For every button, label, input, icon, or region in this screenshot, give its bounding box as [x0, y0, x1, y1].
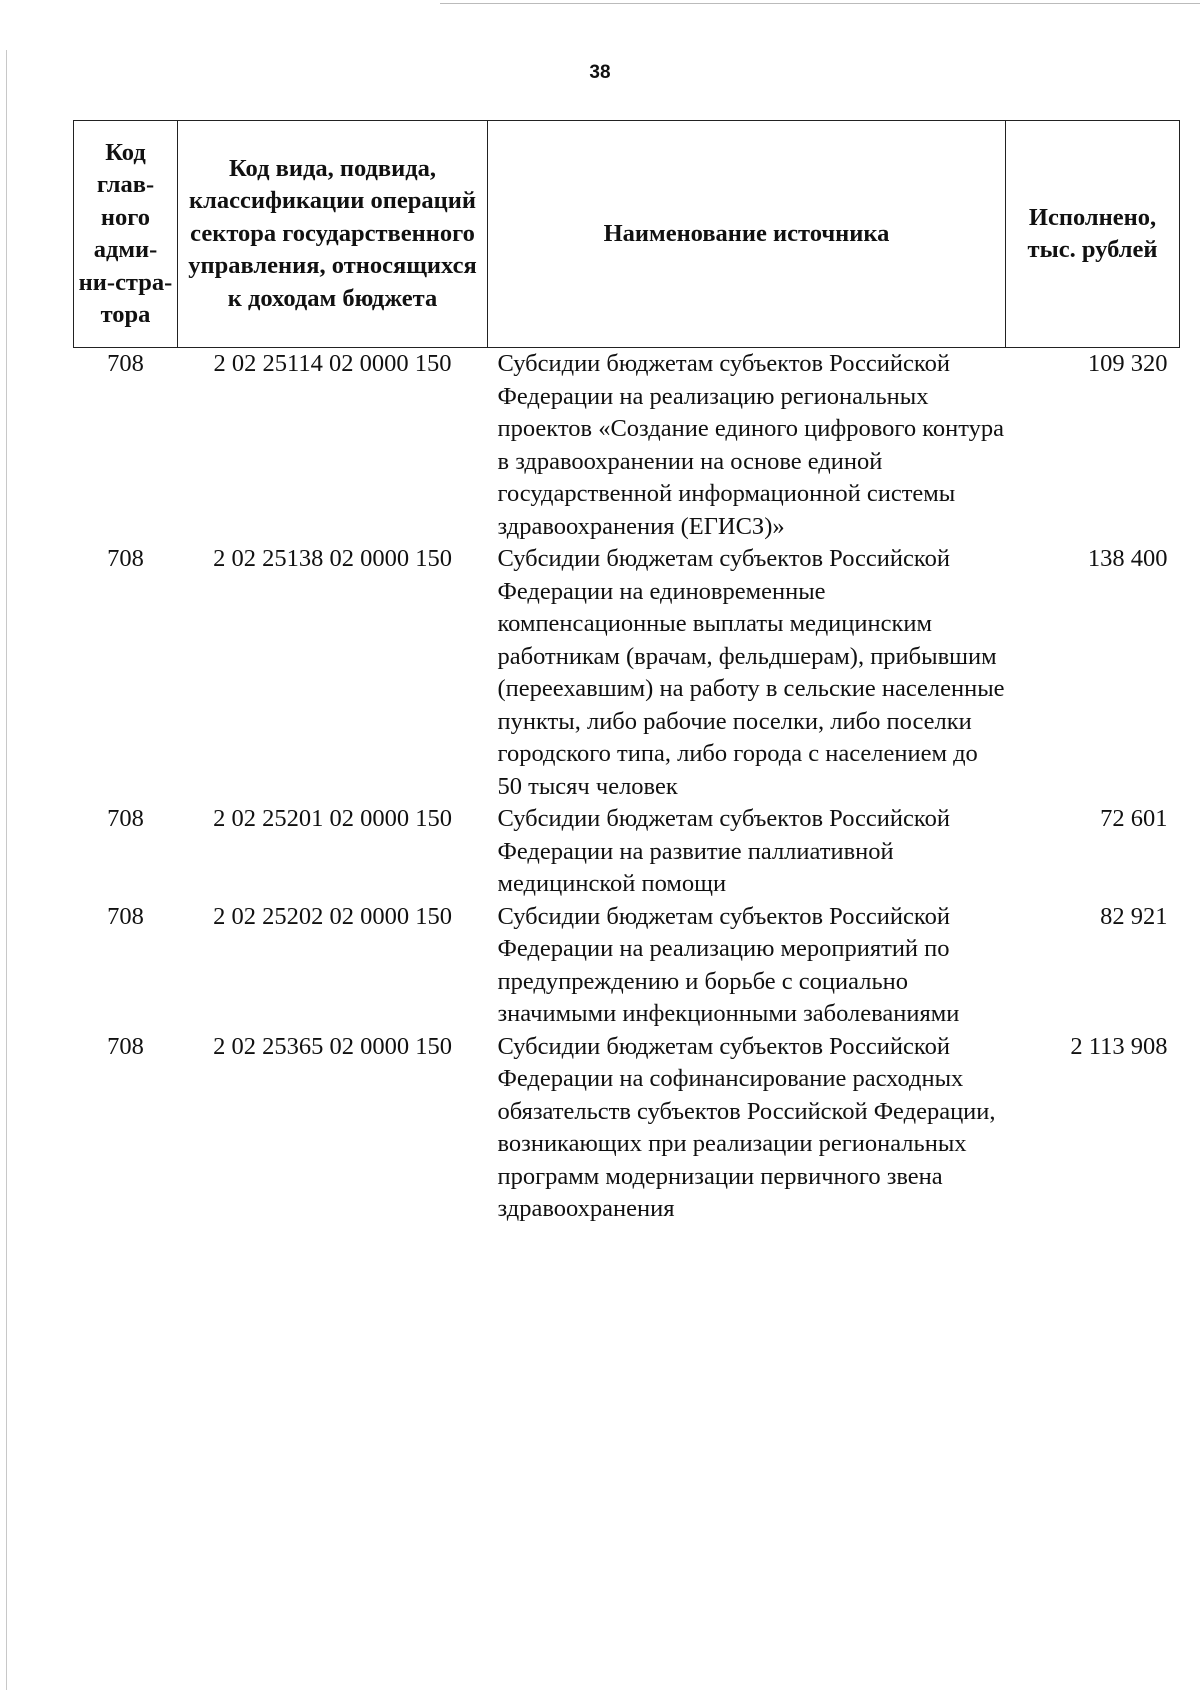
- classification-code-cell: 2 02 25138 02 0000 150: [213, 545, 452, 572]
- source-name-cell: Субсидии бюджетам субъектов Российской Федерации на софинансирование расходных обязательств субъектов Российской Федерации, возникающих при реализации региональных программ модернизации первичного звена здравоохранения: [497, 1032, 996, 1222]
- table-row: [74, 901, 1180, 1031]
- source-name-cell: Субсидии бюджетам субъектов Российской Федерации на реализацию мероприятий по предупреждению и борьбе с социально значимыми инфекционными заболеваниями: [497, 902, 960, 1027]
- amount-cell: 82 921: [1100, 902, 1168, 930]
- admin-code-cell: 708: [107, 545, 144, 572]
- amount-cell: 109 320: [1087, 350, 1168, 377]
- header-source-name: Наименование источника: [488, 121, 1006, 348]
- admin-code-cell: 708: [107, 805, 144, 832]
- amount-cell: 138 400: [1087, 545, 1168, 572]
- table-row: [74, 1031, 1180, 1226]
- classification-code-cell: 2 02 25202 02 0000 150: [213, 902, 452, 930]
- amount-cell: 72 601: [1100, 805, 1168, 832]
- source-name-cell: Субсидии бюджетам субъектов Российской Федерации на реализацию региональных проектов «Создание единого цифрового контура в здравоохранении на основе единой государственной информационной системы здравоохранения (ЕГИСЗ)»: [497, 350, 1004, 540]
- header-admin-code: Код глав-ного адми-ни-стра-тора: [74, 121, 178, 348]
- table-body: [74, 348, 1180, 1226]
- revenue-sources-table: [73, 120, 1180, 1226]
- header-classification-code: Код вида, подвида, классификации операций сектора государственного управления, относящихся к доходам бюджета: [178, 121, 488, 348]
- scan-edge-top: [440, 3, 1200, 4]
- table-row: [74, 803, 1180, 901]
- source-name-cell: Субсидии бюджетам субъектов Российской Федерации на развитие паллиативной медицинской помощи: [497, 805, 950, 897]
- header-row: [74, 121, 1180, 348]
- admin-code-cell: 708: [107, 1032, 144, 1060]
- classification-code-cell: 2 02 25201 02 0000 150: [213, 805, 452, 832]
- classification-code-cell: 2 02 25114 02 0000 150: [213, 350, 452, 377]
- table-header: [74, 121, 1180, 348]
- classification-code-cell: 2 02 25365 02 0000 150: [213, 1032, 452, 1060]
- admin-code-cell: 708: [107, 350, 144, 377]
- header-executed-amount: Исполнено, тыс. рублей: [1006, 121, 1180, 348]
- table-row: [74, 348, 1180, 544]
- page-number: 38: [589, 62, 611, 83]
- admin-code-cell: 708: [107, 902, 144, 930]
- scan-edge-left: [6, 50, 7, 1690]
- amount-cell: 2 113 908: [1070, 1032, 1168, 1060]
- source-name-cell: Субсидии бюджетам субъектов Российской Федерации на единовременные компенсационные выплаты медицинским работникам (врачам, фельдшерам), прибывшим (переехавшим) на работу в сельские населенные пункты, либо рабочие поселки, либо поселки городского типа, либо города с населением до 50 тысяч человек: [497, 545, 1005, 800]
- table-row: [74, 543, 1180, 803]
